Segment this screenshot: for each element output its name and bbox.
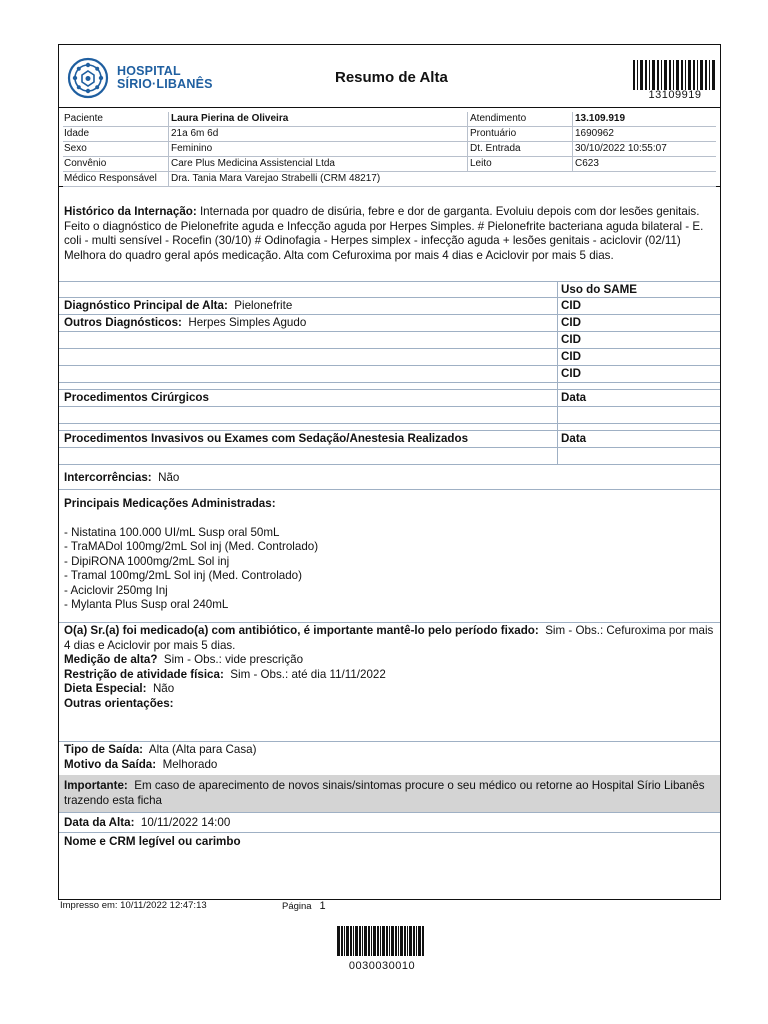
signature-label: Nome e CRM legível ou carimbo (64, 835, 241, 848)
cid-label: CID (557, 349, 722, 365)
patient-identification (59, 107, 720, 187)
diagnosis-table (59, 281, 720, 465)
field-value: 13.109.919 (575, 113, 626, 124)
history-text: Internada por quadro de disúria, febre e dor de garganta. Evoluiu depois com dor lesões genitais. Feito o diagnóstico de Pielonefrite aguda e Infecção aguda por Herpes Simples. # Pielonefrite bacteriana aguda bilateral - E. coli - multi sensível - Rocefin (30/10) # Odinofagia - Herpes simplex - infecção aguda + lesões genitais - aciclovir (02/11) Melhora do quadro geral após medicação. Alta com Cefuroxima por mais 4 dias e Aciclovir por mais 5 dias. (64, 205, 704, 262)
medication-list (64, 526, 717, 613)
admission-history (64, 205, 719, 263)
field-value: Feminino (171, 143, 213, 154)
list-item: - DipiRONA 1000mg/2mL Sol inj (64, 554, 230, 568)
table-row (59, 349, 720, 366)
antibiotic-label: O(a) Sr.(a) foi medicado(a) com antibiótico, é importante mantê-lo pelo período fixado: (64, 624, 539, 637)
medications-label: Principais Medicações Administradas: (64, 497, 276, 510)
special-diet-value: Não (152, 682, 175, 695)
list-item: - TraMADol 100mg/2mL Sol inj (Med. Controlado) (64, 540, 319, 553)
list-item: - Nistatina 100.000 UI/mL Susp oral 50mL (64, 525, 280, 539)
table-row (59, 448, 720, 465)
bottom-barcode-number: 0030030010 (348, 960, 416, 972)
bottom-barcode (337, 926, 427, 972)
table-row (59, 298, 720, 315)
activity-restriction-label: Restrição de atividade física: (64, 667, 224, 681)
table-row (59, 431, 720, 448)
orientations-section (64, 624, 717, 711)
principal-diagnosis-label: Diagnóstico Principal de Alta: (64, 299, 228, 312)
field-label: Idade (63, 127, 169, 142)
field-value: 1690962 (575, 128, 614, 139)
top-barcode (633, 60, 717, 101)
field-value: 30/10/2022 10:55:07 (575, 143, 667, 154)
cid-label: CID (557, 298, 722, 314)
other-diagnoses-value: Herpes Simples Agudo (188, 316, 307, 329)
field-label: Dt. Entrada (467, 142, 573, 157)
table-row (59, 407, 720, 424)
field-value: Laura Pierina de Oliveira (171, 113, 289, 124)
identification-row (63, 127, 716, 142)
other-orientations-label: Outras orientações: (64, 696, 174, 710)
page-indicator (282, 900, 362, 912)
important-notice (59, 775, 720, 812)
page-number: 1 (319, 900, 326, 912)
intercurrences-label: Intercorrências: (64, 471, 152, 484)
field-label: Sexo (63, 142, 169, 157)
invasive-procedures-label: Procedimentos Invasivos ou Exames com Sedação/Anestesia Realizados (64, 432, 469, 445)
list-item: - Tramal 100mg/2mL Sol inj (Med. Controlado) (64, 569, 302, 582)
field-label: Convênio (63, 157, 169, 172)
logo-line1: HOSPITAL (117, 64, 181, 78)
identification-row (63, 172, 716, 187)
table-row (59, 281, 720, 298)
identification-grid (63, 112, 716, 187)
table-row (59, 424, 720, 431)
field-label: Paciente (63, 112, 169, 127)
other-diagnoses-label: Outros Diagnósticos: (64, 316, 182, 329)
exit-reason-value: Melhorado (162, 757, 218, 771)
discharge-medication-label: Medição de alta? (64, 653, 158, 666)
list-item: - Aciclovir 250mg Inj (64, 583, 168, 597)
barcode-icon (337, 926, 427, 956)
printed-at: Impresso em: 10/11/2022 12:47:13 (60, 900, 207, 911)
surgical-procedures-label: Procedimentos Cirúrgicos (64, 391, 209, 404)
header (59, 45, 720, 107)
cid-label: CID (557, 366, 722, 382)
field-label: Atendimento (467, 112, 573, 127)
table-row (59, 315, 720, 332)
discharge-date-value: 10/11/2022 14:00 (140, 816, 231, 829)
discharge-date (64, 816, 717, 831)
field-label: Leito (467, 157, 573, 172)
logo-line2: SÍRIO·LIBANÊS (117, 77, 213, 91)
table-row (59, 390, 720, 407)
identification-row (63, 157, 716, 172)
field-label: Prontuário (467, 127, 573, 142)
list-item: - Mylanta Plus Susp oral 240mL (64, 598, 229, 611)
identification-row (63, 142, 716, 157)
discharge-date-label: Data da Alta: (64, 816, 135, 829)
table-row (59, 383, 720, 390)
table-row (59, 366, 720, 383)
field-value: Care Plus Medicina Assistencial Ltda (171, 158, 335, 169)
important-text: Em caso de aparecimento de novos sinais/sintomas procure o seu médico ou retorne ao Hospital Sírio Libanês trazendo esta ficha (64, 779, 705, 807)
field-label: Médico Responsável (63, 172, 169, 187)
intercurrences-value: Não (158, 471, 180, 484)
field-value: C623 (575, 158, 599, 169)
table-row (59, 332, 720, 349)
intercurrences (64, 471, 717, 486)
field-value: Dra. Tania Mara Varejao Strabelli (CRM 48217) (171, 173, 381, 184)
exit-section (64, 743, 717, 772)
cid-label: CID (557, 332, 722, 348)
important-label: Importante: (64, 779, 128, 792)
activity-restriction-value: Sim - Obs.: até dia 11/11/2022 (230, 667, 386, 681)
history-label: Histórico da Internação: (64, 205, 197, 218)
barcode-icon (633, 60, 717, 90)
date-label: Data (557, 390, 722, 406)
discharge-summary-page (58, 44, 721, 900)
exit-type-label: Tipo de Saída: (64, 743, 144, 756)
page-label: Página (282, 901, 312, 912)
same-use-label: Uso do SAME (557, 282, 722, 298)
date-label: Data (557, 431, 722, 447)
principal-diagnosis-value: Pielonefrite (234, 299, 293, 312)
special-diet-label: Dieta Especial: (64, 682, 147, 695)
top-barcode-number: 13109919 (648, 89, 702, 101)
discharge-medication-value: Sim - Obs.: vide prescrição (163, 653, 304, 666)
identification-row (63, 112, 716, 127)
hospital-logo (67, 59, 217, 99)
exit-type-value: Alta (Alta para Casa) (148, 743, 257, 756)
document-title: Resumo de Alta (335, 69, 448, 86)
cid-label: CID (557, 315, 722, 331)
hospital-emblem-icon (67, 57, 109, 99)
antibiotic-value: Sim - Obs.: Cefuroxima por mais 4 dias e Aciclovir por mais 5 dias. (64, 624, 714, 652)
field-value: 21a 6m 6d (171, 128, 219, 139)
signature-section (64, 835, 717, 850)
medications-section (64, 497, 717, 613)
exit-reason-label: Motivo da Saída: (64, 757, 157, 771)
